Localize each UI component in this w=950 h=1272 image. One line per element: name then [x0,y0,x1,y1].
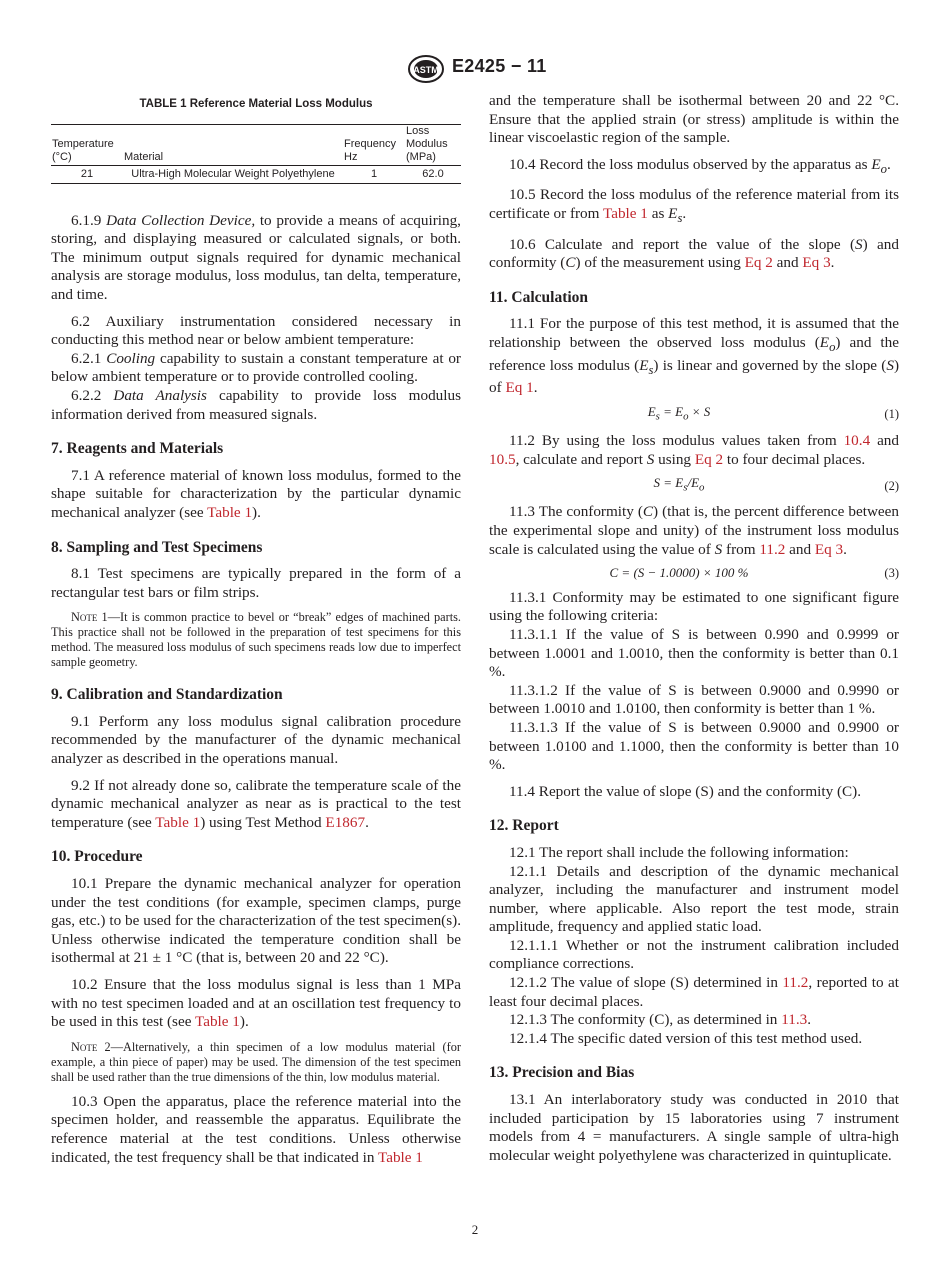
section-heading-12: 12. Report [489,817,559,835]
eq-3-link[interactable]: Eq 3 [814,540,844,558]
section-heading-11: 11. Calculation [489,288,589,306]
paragraph-6-2-1: 6.2.1 Cooling capability to sustain a constant temperature at or below ambient temperature or to provide controlled cooling. [51,349,461,386]
reference-table [51,124,461,184]
paragraph-12-1-3: 12.1.3 The conformity (C), as determined in 11.3. [509,1011,812,1029]
section-heading-7: 7. Reagents and Materials [51,440,224,458]
table-row [51,165,461,183]
paragraph-10-2: 10.2 Ensure that the loss modulus signal is less than 1 MPa with no test specimen loaded and at an oscillation test frequency to be used in this test (see Table 1). [51,976,461,1031]
table-1-link[interactable]: Table 1 [194,1013,240,1031]
document-id: E2425 − 11 [452,56,547,76]
paragraph-11-3-1-2: 11.3.1.2 If the value of S is between 0.9000 and 0.9990 or between 1.0010 and 1.0100, then conformity is better than 1 %. [489,681,899,718]
page-number: 2 [471,1222,479,1237]
equation-3: C = (S − 1.0000) × 100 % (3) [489,564,899,583]
ref-10-4-link[interactable]: 10.4 [843,432,871,450]
section-heading-9: 9. Calibration and Standardization [51,686,283,704]
e1867-link[interactable]: E1867 [325,813,366,831]
paragraph-11-3: 11.3 The conformity (C) (that is, the percent difference between the experimental slope and unity) of the instrument loss modulus scale is calculated using the value of S from 11.2 and Eq 3. [489,503,899,558]
svg-text:ASTM: ASTM [413,65,439,75]
paragraph-10-1: 10.1 Prepare the dynamic mechanical analyzer for operation under the test conditions (for example, specimen clamps, purge gas, etc.) to be used for the characterization of the test specimen(s). Unless otherwise indicated the temperature condition shall be isothermal at 21 ± 1 °C (that is, between 20 and 22 °C). [51,875,461,967]
paragraph-8-1: 8.1 Test specimens are typically prepared in the form of a rectangular test bars or film strips. [51,565,461,601]
section-heading-13: 13. Precision and Bias [489,1064,635,1082]
paragraph-12-1-1-1: 12.1.1.1 Whether or not the instrument calibration included compliance corrections. [489,936,899,973]
paragraph-6-2-2: 6.2.2 Data Analysis capability to provide loss modulus information derived from measured signals. [51,386,461,423]
paragraph-10-3: 10.3 Open the apparatus, place the reference material into the specimen holder, and reassemble the apparatus. Equilibrate the reference material at the test conditions. Unless otherwise indicated, the test frequency shall be that indicated in Table 1 [51,1092,461,1166]
ref-11-2-link[interactable]: 11.2 [782,974,809,992]
paragraph-7-1: 7.1 A reference material of known loss modulus, formed to the shape suitable for characterization by the particular dynamic mechanical analyzer (see Table 1). [51,466,461,521]
paragraph-6-2: 6.2 Auxiliary instrumentation considered necessary in conducting this method near or below ambient temperature: [51,312,461,349]
section-heading-10: 10. Procedure [51,848,143,866]
paragraph-12-1-2: 12.1.2 The value of slope (S) determined in 11.2, reported to at least four decimal places. [489,974,899,1010]
paragraph-10-6: 10.6 Calculate and report the value of the slope (S) and conformity (C) of the measurement using Eq 2 and Eq 3. [489,235,899,272]
paragraph-12-1-4: 12.1.4 The specific dated version of this test method used. [509,1029,863,1047]
paragraph-11-3-1: 11.3.1 Conformity may be estimated to one significant figure using the following criteria: [489,588,899,625]
table-header-loss-modulus: Loss Modulus (MPa) [405,124,461,165]
paragraph-11-3-1-3: 11.3.1.3 If the value of S is between 0.9000 and 0.9900 or between 1.0100 and 1.1000, then the conformity is better than 10 %. [489,718,899,774]
table-1-link[interactable]: Table 1 [377,1148,423,1166]
eq-1-link[interactable]: Eq 1 [505,379,534,397]
equation-number: (2) [884,478,899,493]
right-column [489,92,899,1165]
ref-11-2-link[interactable]: 11.2 [759,540,786,558]
table-1-link[interactable]: Table 1 [207,503,253,521]
note-1: Note 1—It is common practice to bevel or “break” edges of machined parts. This practice shall not be followed in the preparation of test specimens for this method. The measured loss modulus of such specimens reads low due to imperfect sample geometry. [51,610,461,670]
section-heading-8: 8. Sampling and Test Specimens [51,538,263,556]
astm-logo-icon [407,54,445,84]
page-header [0,52,950,86]
paragraph-11-1: 11.1 For the purpose of this test method, it is assumed that the relationship between the observed loss modulus $(E_o)$ and the reference loss modulus $(E_s)$ is linear and governed by the slope (S) of Eq 1. [489,315,899,397]
paragraph-11-2: 11.2 By using the loss modulus values taken from 10.4 and 10.5, calculate and report S using Eq 2 to four decimal places. [489,432,899,468]
equation-2: $S = E_s/E_o$ (2) [653,475,899,494]
note-2: Note 2—Alternatively, a thin specimen of a low modulus material (for example, a thin piece of paper) may be used. The dimension of the test specimen shall be used rather than the true dimensions of the thin, low modulus material. [51,1039,461,1084]
table-header-frequency: Frequency Hz [343,124,405,165]
paragraph-11-4: 11.4 Report the value of slope (S) and the conformity (C). [509,782,862,800]
table-cell: 1 [343,165,405,183]
table-header-temperature: Temperature (°C) [51,124,123,165]
table-cell: 21 [51,165,123,183]
eq-2-link[interactable]: Eq 2 [694,450,724,468]
paragraph-9-2: 9.2 If not already done so, calibrate the temperature scale of the dynamic mechanical analyzer as near as is practical to the test temperature (see Table 1) using Test Method E1867. [51,776,461,831]
table-1-link[interactable]: Table 1 [155,813,201,831]
left-column [51,92,461,1167]
ref-11-3-link[interactable]: 11.3 [781,1011,808,1029]
eq-3-link[interactable]: Eq 3 [802,254,831,272]
paragraph-10-5: 10.5 Record the loss modulus of the reference material from its certificate or from Table 1 as $E_s$. [489,186,899,226]
paragraph-11-3-1-1: 11.3.1.1 If the value of S is between 0.990 and 0.9999 or between 1.0001 and 1.0010, then the conformity is better than 0.1 %. [489,625,899,681]
equation-number: (1) [884,407,899,422]
paragraph-10-3-continued: and the temperature shall be isothermal between 20 and 22 °C. Ensure that the applied strain (or stress) amplitude is within the linear viscoelastic region of the sample. [489,92,899,147]
ref-10-5-link[interactable]: 10.5 [489,450,516,468]
paragraph-10-4: 10.4 Record the loss modulus observed by the apparatus as $E_o$. [509,155,891,176]
eq-2-link[interactable]: Eq 2 [744,254,773,272]
paragraph-9-1: 9.1 Perform any loss modulus signal calibration procedure recommended by the manufacturer of the dynamic mechanical analyzer as described in the operations manual. [51,712,461,768]
table-title: TABLE 1 Reference Material Loss Modulus [139,98,373,110]
table-header-material: Material [123,124,343,165]
equation-number: (3) [884,566,899,581]
table-1-link[interactable]: Table 1 [603,205,648,222]
paragraph-12-1: 12.1 The report shall include the following information: [509,843,849,861]
paragraph-13-1: 13.1 An interlaboratory study was conducted in 2010 that included participation by 15 laboratories using 7 instrument models from 4 = manufacturers. A single sample of ultra-high molecular weight polyethylene was characterized in quintuplicate. [489,1091,899,1164]
equation-1: $E_s = E_o \times S$ (1) [647,403,899,423]
table-cell: 62.0 [405,165,461,183]
paragraph-6-1-9: 6.1.9 Data Collection Device, to provide a means of acquiring, storing, and displaying measured or calculated signals, or both. The minimum output signals required for dynamic mechanical analysis are storage modulus, loss modulus, tan delta, temperature, and time. [51,211,461,303]
table-cell: Ultra-High Molecular Weight Polyethylene [123,165,343,183]
paragraph-12-1-1: 12.1.1 Details and description of the dynamic mechanical analyzer, including the manufacturer and instrument model number, where applicable. Also report the test mode, strain amplitude, frequency and applied static load. [489,862,899,936]
